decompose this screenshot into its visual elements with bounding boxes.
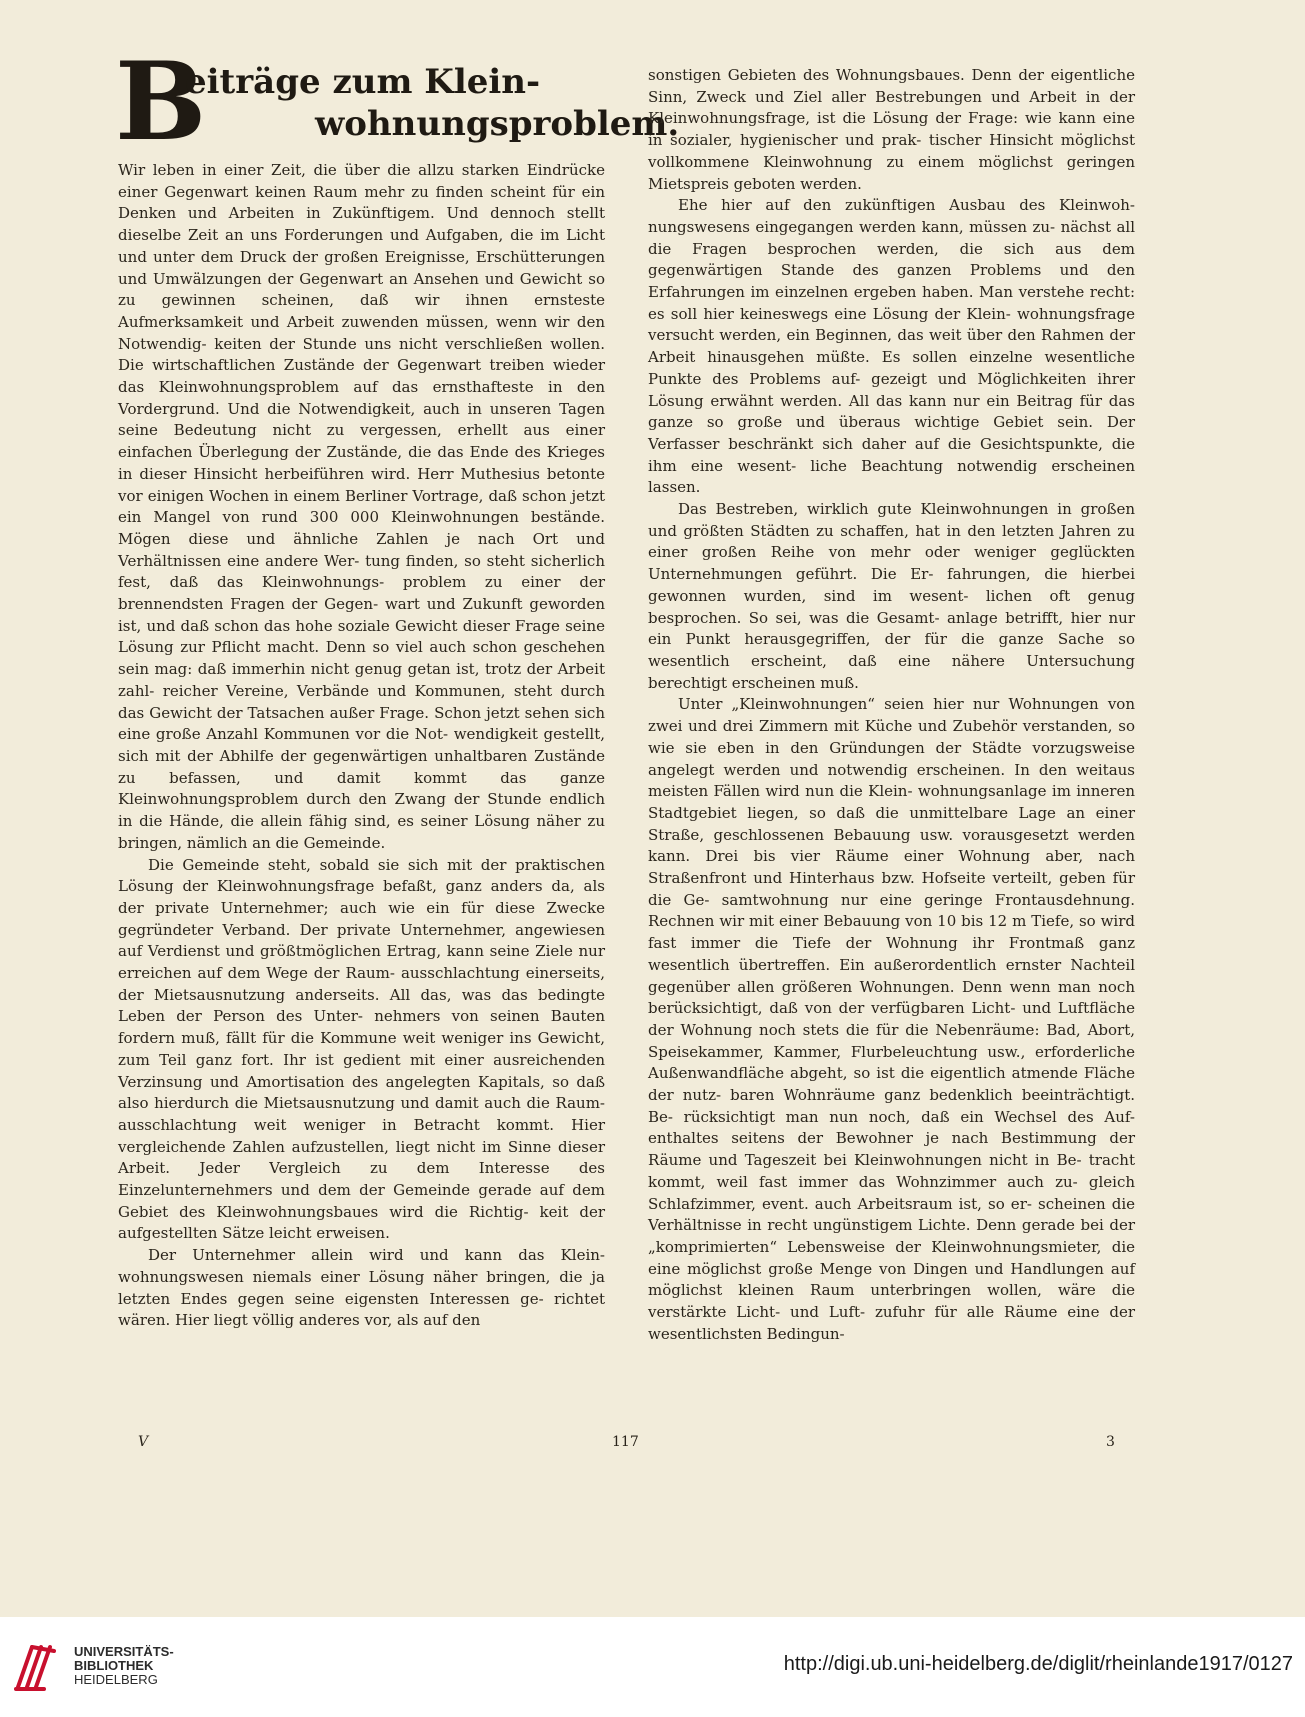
title-initial: B [115,39,207,165]
library-name [74,1645,174,1687]
right-column [648,65,1135,1345]
left-column [118,160,605,1332]
page-number: 117 [612,1434,639,1450]
paragraph: Das Bestreben, wirklich gute Kleinwohnungen in großen und größten Städten zu schaffen, hat in den letzten Jahren zu einer großen Reihe von mehr oder weniger geglückten Unternehmungen geführt. Die Er- fahrungen, die hierbei gewonnen wurden, sind im wesent- lichen oft genug besprochen. So sei, was die Gesamt- anlage betrifft, hier nur ein Punkt herausgegriffen, der für die ganze Sache so wesentlich erscheint, daß eine nähere Untersuchung berechtigt erscheinen muß. [648,500,1135,692]
library-name-line: UNIVERSITÄTS- [74,1644,174,1659]
library-name-line: HEIDELBERG [74,1672,158,1687]
article-title [115,39,680,165]
title-line-2: wohnungsproblem. [315,104,680,144]
paragraph: Unter „Kleinwohnungen“ seien hier nur Wohnungen von zwei und drei Zimmern mit Küche und Zubehör verstanden, so wie sie eben in den Gründungen der Städte vorzugsweise angelegt werden und notwendig erscheinen. In den weitaus meisten Fällen wird nun die Klein- wohnungsanlage im inneren Stadtgebiet liegen, so daß die unmittelbare Lage an einer Straße, geschlossenen Bebauung usw. vorausgesetzt werden kann. Drei bis vier Räume einer Wohnung aber, nach Straßenfront und Hinterhaus bzw. Hofseite verteilt, geben für die Ge- samtwohnung nur eine geringe Frontausdehnung. Rechnen wir mit einer Bebauung von 10 bis 12 m Tiefe, so wird fast immer die Tiefe der Wohnung ihr Frontmaß ganz wesentlich übertreffen. Ein außerordentlich ernster Nachteil gegenüber allen größeren Wohnungen. Denn wenn man noch berücksichtigt, daß von der verfügbaren Licht- und Luftfläche der Wohnung noch stets die für die Nebenräume: Bad, Abort, Speisekammer, Kammer, Flurbeleuchtung usw., erforderliche Außenwandfläche abgeht, so ist die eigentlich atmende Fläche der nutz- baren Wohnräume ganz bedenklich beeinträchtigt. Be- rücksichtigt man nun noch, daß ein Wechsel des Auf- enthaltes seitens der Bewohner je nach Bestimmung der Räume und Tageszeit bei Kleinwohnungen nicht in Be- tracht kommt, weil fast immer das Wohnzimmer auch zu- gleich Schlafzimmer, event. auch Arbeitsraum ist, so er- scheinen die Verhältnisse in recht ungünstigem Lichte. Denn gerade bei der „komprimierten“ Lebensweise der Kleinwohnungsmieter, die eine möglichst große Menge von Dingen und Handlungen auf möglichst kleinen Raum unterbringen wollen, wäre die verstärkte Licht- und Luft- zufuhr für alle Räume eine der wesentlichsten Bedingun- [648,695,1135,1343]
library-footer-bar [0,1617,1305,1717]
title-line-1: eiträge zum Klein- [185,62,541,102]
paragraph: Der Unternehmer allein wird und kann das Klein- wohnungswesen niemals einer Lösung näher bringen, die ja letzten Endes gegen seine eigensten Interessen ge- richtet wären. Hier liegt völlig anderes vor, als auf den [118,1246,605,1330]
paragraph: Wir leben in einer Zeit, die über die allzu starken Eindrücke einer Gegenwart keinen Raum mehr zu finden scheint für ein Denken und Arbeiten in Zukünftigem. Und dennoch stellt dieselbe Zeit an uns Forderungen und Aufgaben, die im Licht und unter dem Druck der großen Ereignisse, Erschütterungen und Umwälzungen der Gegenwart an Ansehen und Gewicht so zu gewinnen scheinen, daß wir ihnen ernsteste Aufmerksamkeit und Arbeit zuwenden müssen, wenn wir den Notwendig- keiten der Stunde uns nicht verschließen wollen. Die wirtschaftlichen Zustände der Gegenwart treiben wieder das Kleinwohnungsproblem auf das ernsthafteste in den Vordergrund. Und die Notwendigkeit, auch in unseren Tagen seine Bedeutung nicht zu vergessen, erhellt aus einer einfachen Überlegung der Zustände, die das Ende des Krieges in dieser Hinsicht herbeiführen wird. Herr Muthesius betonte vor einigen Wochen in einem Berliner Vortrage, daß schon jetzt ein Mangel von rund 300 000 Kleinwohnungen bestände. Mögen diese und ähnliche Zahlen je nach Ort und Verhältnissen eine andere Wer- tung finden, so steht sicherlich fest, daß das Kleinwohnungs- problem zu einer der brennendsten Fragen der Gegen- wart und Zukunft geworden ist, und daß schon das hohe soziale Gewicht dieser Frage seine Lösung zur Pflicht macht. Denn so viel auch schon geschehen sein mag: daß immerhin nicht genug getan ist, trotz der Arbeit zahl- reicher Vereine, Verbände und Kommunen, steht durch das Gewicht der Tatsachen außer Frage. Schon jetzt sehen sich eine große Anzahl Kommunen vor die Not- wendigkeit gestellt, sich mit der Abhilfe der gegenwärtigen unhaltbaren Zustände zu befassen, und damit kommt das ganze Kleinwohnungsproblem durch den Zwang der Stunde endlich in die Hände, die allein fähig sind, es seiner Lösung näher zu bringen, nämlich an die Gemeinde. [118,161,605,852]
signature-mark: 3 [1106,1434,1115,1450]
paragraph: Die Gemeinde steht, sobald sie sich mit der praktischen Lösung der Kleinwohnungsfrage befaßt, ganz anders da, als der private Unternehmer; auch wie ein für diese Zwecke gegründeter Verband. Der private Unternehmer, angewiesen auf Verdienst und größtmöglichen Ertrag, kann seine Ziele nur erreichen auf dem Wege der Raum- ausschlachtung einerseits, der Mietsausnutzung anderseits. All das, was das bedingte Leben der Person des Unter- nehmers von seinen Bauten fordern muß, fällt für die Kommune weit weniger ins Gewicht, zum Teil ganz fort. Ihr ist gedient mit einer ausreichenden Verzinsung und Amortisation des angelegten Kapitals, so daß also hierdurch die Mietsausnutzung und damit auch die Raum- ausschlachtung weit weniger in Betracht kommt. Hier vergleichende Zahlen aufzustellen, liegt nicht im Sinne dieser Arbeit. Jeder Vergleich zu dem Interesse des Einzelunternehmers und dem der Gemeinde gerade auf dem Gebiet des Kleinwohnungsbaues wird die Richtig- keit der aufgestellten Sätze leicht erweisen. [118,855,605,1243]
library-logo-icon [10,1637,64,1695]
paragraph: sonstigen Gebieten des Wohnungsbaues. Denn der eigentliche Sinn, Zweck und Ziel aller Bestrebungen und Arbeit in der Kleinwohnungsfrage, ist die Lösung der Frage: wie kann eine in sozialer, hygienischer und prak- tischer Hinsicht möglichst vollkommene Kleinwohnung zu einem möglichst geringen Mietspreis geboten werden. [648,66,1135,193]
library-name-line: BIBLIOTHEK [74,1658,154,1673]
footer-sheet-mark: V [138,1434,149,1450]
permalink-url[interactable]: http://digi.ub.uni-heidelberg.de/diglit/rheinlande1917/0127 [783,1653,1293,1675]
paragraph: Ehe hier auf den zukünftigen Ausbau des Kleinwoh- nungswesens eingegangen werden kann, müssen zu- nächst all die Fragen besprochen werden, die sich aus dem gegenwärtigen Stande des ganzen Problems und den Erfahrungen im einzelnen ergeben haben. Man verstehe recht: es soll hier keineswegs eine Lösung der Klein- wohnungsfrage versucht werden, ein Beginnen, das weit über den Rahmen der Arbeit hinausgehen müßte. Es sollen einzelne wesentliche Punkte des Problems auf- gezeigt und Möglichkeiten ihrer Lösung erwähnt werden. All das kann nur ein Beitrag für das ganze so große und überaus wichtige Gebiet sein. Der Verfasser beschränkt sich daher auf die Gesichtspunkte, die ihm eine wesent- liche Beachtung notwendig erscheinen lassen. [648,196,1135,497]
